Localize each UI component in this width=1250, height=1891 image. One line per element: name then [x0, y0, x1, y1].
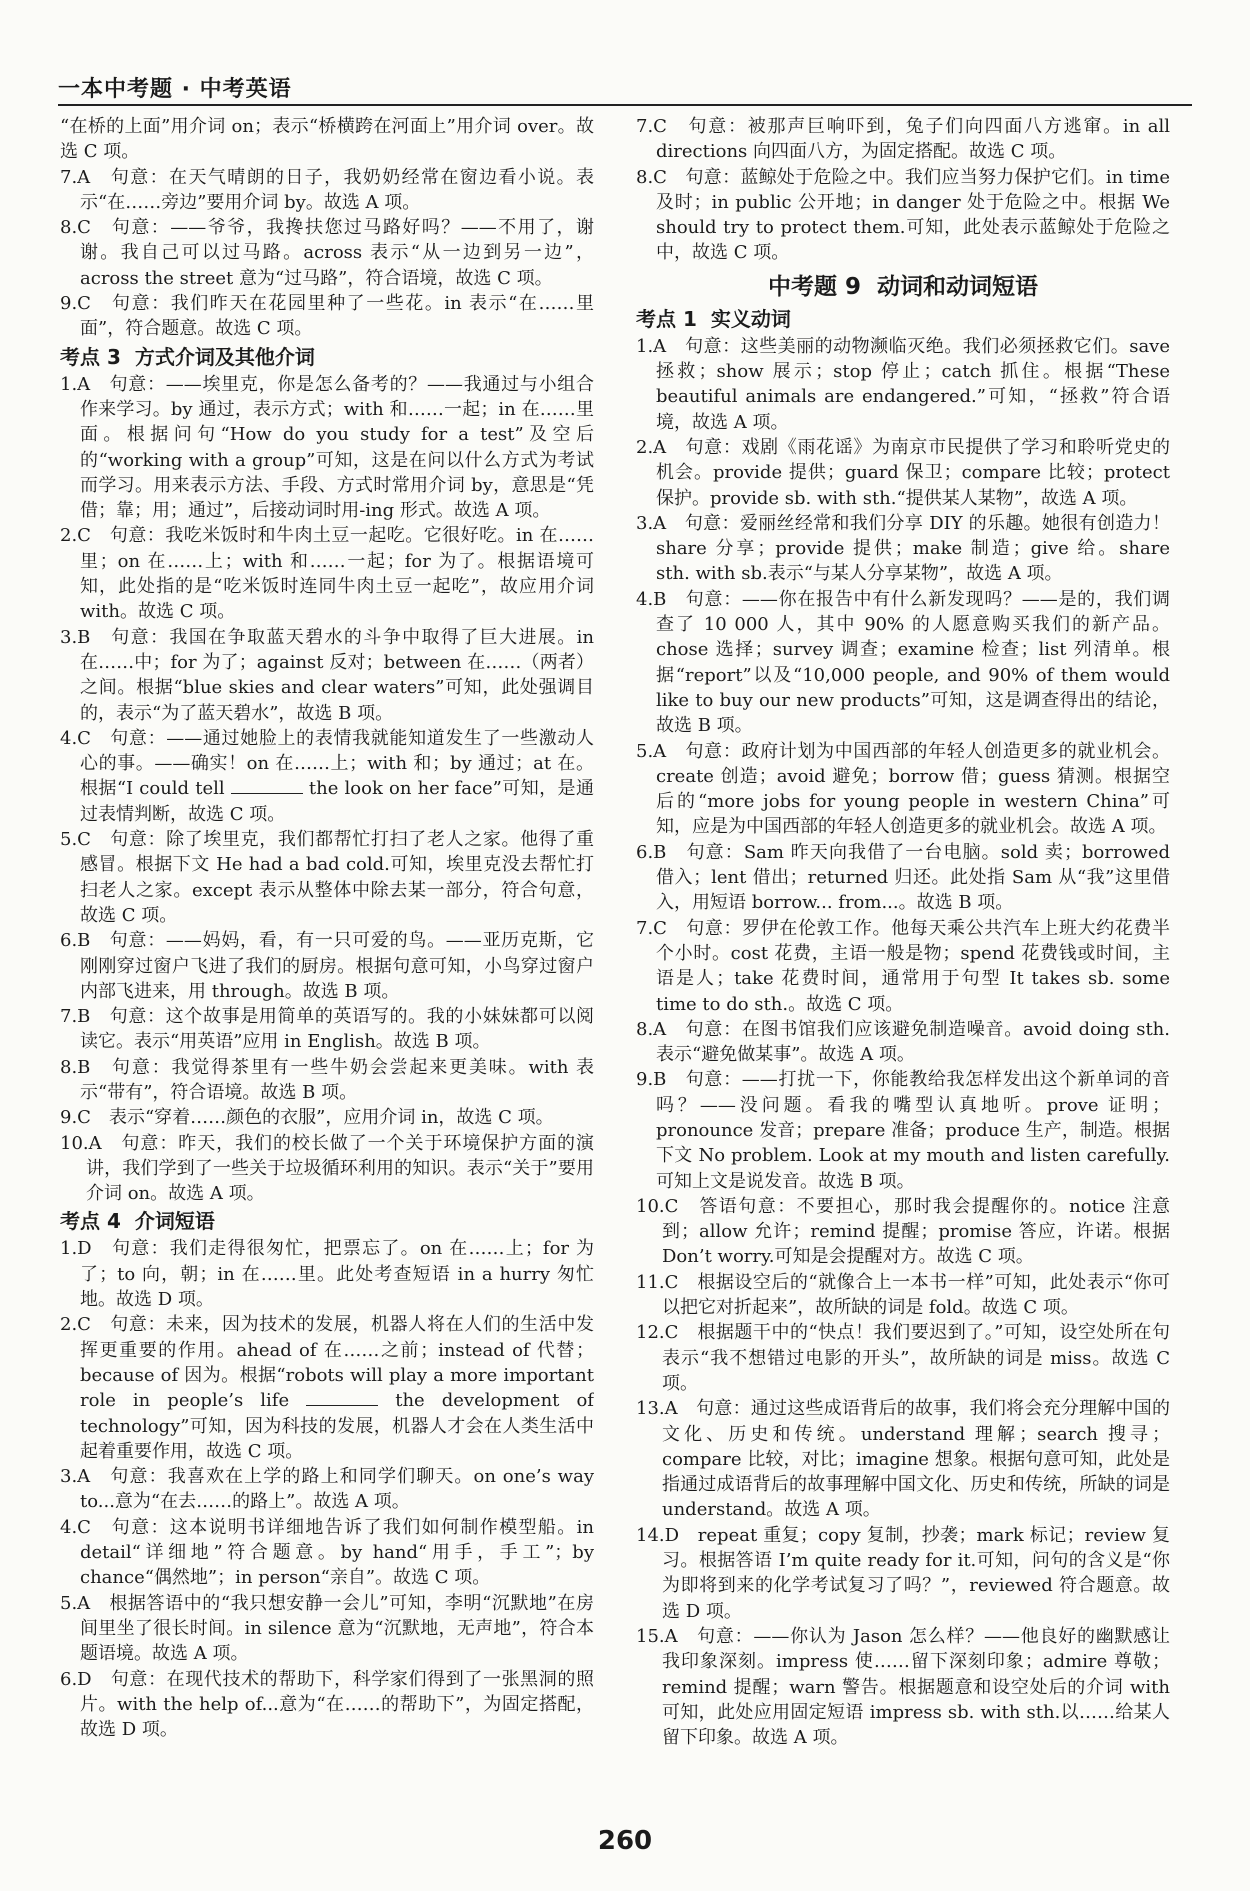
answer-item: 8.A 句意：在图书馆我们应该避免制造噪音。avoid doing sth.表示“避免做某事”。故选 A 项。 [636, 1018, 1170, 1066]
answer-text: 2.C 句意：未来，因为技术的发展，机器人将在人们的生活中发挥更重要的作用。ahead of 在……之前；instead of 代替；because of 因为。根据“robots will play a more important role in people’s life [60, 1314, 594, 1412]
fill-blank [306, 1391, 378, 1406]
answer-item: 3.B 句意：我国在争取蓝天碧水的斗争中取得了巨大进展。in 在……中；for 为了；against 反对；between 在……（两者）之间。根据“blue skies and clear waters”可知，此处强调目的，表示“为了蓝天碧水”，故选 B 项。 [60, 626, 594, 724]
answer-item [60, 1312, 594, 1464]
section-label: 考点 4 [60, 1209, 121, 1234]
answer-item: 5.C 句意：除了埃里克，我们都帮忙打扫了老人之家。他得了重感冒。根据下文 He had a bad cold.可知，埃里克没去帮忙打扫老人之家。except 表示从整体中除去某一部分，符合句意，故选 C 项。 [60, 829, 594, 926]
answer-item: 5.A 根据答语中的“我只想安静一会儿”可知，李明“沉默地”在房间里坐了很长时间。in silence 意为“沉默地，无声地”，符合本题语境。故选 A 项。 [60, 1592, 594, 1665]
answer-item: 9.C 句意：我们昨天在花园里种了一些花。in 表示“在……里面”，符合题意。故选 C 项。 [60, 293, 594, 340]
answer-item: 8.B 句意：我觉得茶里有一些牛奶会尝起来更美味。with 表示“带有”，符合语境。故选 B 项。 [60, 1056, 594, 1103]
answer-item: 8.C 句意：蓝鲸处于危险之中。我们应当努力保护它们。in time 及时；in public 公开地；in danger 处于危险之中。根据 We should try to protect them.可知，此处表示蓝鲸处于危险之中，故选 C 项。 [636, 166, 1170, 264]
answer-item: 9.B 句意：——打扰一下，你能教给我怎样发出这个新单词的音吗？——没问题。看我的嘴型认真地听。prove 证明；pronounce 发音；prepare 准备；produce 生产，制造。根据下文 No problem. Look at my mouth and listen carefully.可知上文是说发音。故选 B 项。 [636, 1069, 1170, 1192]
chapter-label: 中考题 9 [767, 273, 861, 300]
page-number: 260 [597, 1826, 653, 1856]
answer-item: 11.C 根据设空后的“就像合上一本书一样”可知，此处表示“你可以把它对折起来”，故所缺的词是 fold。故选 C 项。 [636, 1271, 1170, 1319]
answer-item: 12.C 根据题干中的“快点！我们要迟到了。”可知，设空处所在句表示“我不想错过电影的开头”，故所缺的词是 miss。故选 C 项。 [636, 1322, 1170, 1394]
answer-item: 2.C 句意：我吃米饭时和牛肉土豆一起吃。它很好吃。in 在……里；on 在……上；with 和……一起；for 为了。根据语境可知，此处指的是“吃米饭时连同牛肉土豆一起吃”，故应用介词 with。故选 C 项。 [60, 525, 594, 623]
fill-blank [231, 779, 303, 794]
answer-item: 6.B 句意：——妈妈，看，有一只可爱的鸟。——亚历克斯，它刚刚穿过窗户飞进了我们的厨房。根据句意可知，小鸟穿过窗户内部飞进来，用 through。故选 B 项。 [60, 930, 594, 1002]
running-header: 一本中考题 · 中考英语 [58, 77, 292, 102]
answer-item: 2.A 句意：戏剧《雨花谣》为南京市民提供了学习和聆听党史的机会。provide 提供；guard 保卫；compare 比较；protect 保护。provide sb. with sth.“提供某人某物”，故选 A 项。 [636, 436, 1170, 509]
section-title: 介词短语 [134, 1209, 215, 1234]
answer-item: 14.D repeat 重复；copy 复制，抄袭；mark 标记；review 复习。根据答语 I’m quite ready for it.可知，问句的含义是“你为即将到来的化学考试复习了吗？”，reviewed 符合题意。故选 D 项。 [636, 1524, 1170, 1622]
section-title: 实义动词 [710, 306, 791, 331]
answer-item: 15.A 句意：——你认为 Jason 怎么样？——他良好的幽默感让我印象深刻。impress 使……留下深刻印象；admire 尊敬；remind 提醒；warn 警告。根据题意和设空处后的介词 with 可知，此处应用固定短语 impress sb. with sth.以……给某人留下印象。故选 A 项。 [636, 1625, 1170, 1749]
answer-item: 10.C 答语句意：不要担心，那时我会提醒你的。notice 注意到；allow 允许；remind 提醒；promise 答应，许诺。根据 Don’t worry.可知是会提醒对方。故选 C 项。 [636, 1195, 1170, 1268]
section-heading [60, 344, 594, 371]
section-heading [636, 306, 1170, 333]
section-label: 考点 3 [60, 344, 121, 369]
answer-item: 3.A 句意：爱丽丝经常和我们分享 DIY 的乐趣。她很有创造力！share 分享；provide 提供；make 制造；give 给。share sth. with sb.表示“与某人分享某物”，故选 A 项。 [636, 512, 1170, 585]
answer-text: the look on her face”可知，是通过表情判断，故选 C 项。 [80, 778, 594, 825]
right-column [636, 114, 1170, 1804]
answer-item: 7.A 句意：在天气晴朗的日子，我奶奶经常在窗边看小说。表示“在……旁边”要用介词 by。故选 A 项。 [60, 166, 594, 213]
answer-item: 6.B 句意：Sam 昨天向我借了一台电脑。sold 卖；borrowed 借入；lent 借出；returned 归还。此处指 Sam 从“我”这里借入，用短语 borrow... from...。故选 B 项。 [636, 841, 1170, 914]
answer-item: 10.A 句意：昨天，我们的校长做了一个关于环境保护方面的演讲，我们学到了一些关于垃圾循环利用的知识。表示“关于”要用介词 on。故选 A 项。 [60, 1132, 594, 1205]
answer-item: 1.A 句意：这些美丽的动物濒临灭绝。我们必须拯救它们。save 拯救；show 展示；stop 停止；catch 抓住。根据“These beautiful animals are endangered.”可知，“拯救”符合语境，故选 A 项。 [636, 335, 1170, 433]
section-heading [60, 1208, 594, 1235]
answer-item: 7.B 句意：这个故事是用简单的英语写的。我的小妹妹都可以阅读它。表示“用英语”应用 in English。故选 B 项。 [60, 1006, 594, 1053]
answer-item: 1.D 句意：我们走得很匆忙，把票忘了。on 在……上；for 为了；to 向，朝；in 在……里。此处考查短语 in a hurry 匆忙地。故选 D 项。 [60, 1238, 594, 1311]
answer-item: 9.C 表示“穿着……颜色的衣服”，应用介词 in，故选 C 项。 [60, 1107, 554, 1129]
answer-item: 7.C 句意：罗伊在伦敦工作。他每天乘公共汽车上班大约花费半个小时。cost 花费，主语一般是物；spend 花费钱或时间，主语是人；take 花费时间，通常用于句型 It takes sb. some time to do sth.。故选 C 项。 [636, 917, 1170, 1015]
answer-text: 4.C 句意：——通过她脸上的表情我就能知道发生了一些激动人心的事。——确实！on 在……上；with 和；by 通过；at 在。根据“I could tell [60, 727, 594, 800]
answer-item: 6.D 句意：在现代技术的帮助下，科学家们得到了一张黑洞的照片。with the help of...意为“在……的帮助下”，为固定搭配，故选 D 项。 [60, 1668, 594, 1741]
left-column [60, 114, 594, 1804]
answer-item: 7.C 句意：被那声巨响吓到，兔子们向四面八方逃窜。in all directions 向四面八方，为固定搭配。故选 C 项。 [636, 116, 1170, 163]
answer-item [60, 726, 594, 827]
chapter-heading [636, 272, 1170, 302]
answer-item: “在桥的上面”用介词 on；表示“桥横跨在河面上”用介词 over。故选 C 项。 [60, 116, 594, 163]
answer-item: 13.A 句意：通过这些成语背后的故事，我们将会充分理解中国的文化、历史和传统。understand 理解；search 搜寻；compare 比较，对比；imagine 想象。根据句意可知，此处是指通过成语背后的故事理解中国文化、历史和传统，所缺的词是 understand。故选 A 项。 [636, 1398, 1170, 1521]
section-label: 考点 1 [636, 306, 697, 331]
answer-item: 3.A 句意：我喜欢在上学的路上和同学们聊天。on one’s way to...意为“在去……的路上”。故选 A 项。 [60, 1466, 594, 1513]
answer-item: 8.C 句意：——爷爷，我搀扶您过马路好吗？——不用了，谢谢。我自己可以过马路。across 表示“从一边到另一边”，across the street 意为“过马路”，符合语境，故选 C 项。 [60, 217, 594, 289]
answer-text: the development of technology”可知，因为科技的发展，机器人才会在人类生活中起着重要作用，故选 C 项。 [80, 1390, 594, 1462]
header-rule [58, 104, 1192, 106]
chapter-title: 动词和动词短语 [877, 273, 1038, 300]
section-title: 方式介词及其他介词 [134, 344, 315, 369]
answer-item: 4.B 句意：——你在报告中有什么新发现吗？——是的，我们调查了 10 000 人，其中 90% 的人愿意购买我们的新产品。chose 选择；survey 调查；examine 检查；list 列清单。根据“report”以及“10,000 people, and 90% of them would like to buy our new products”可知，这是调查得出的结论，故选 B 项。 [636, 588, 1170, 737]
answer-item: 4.C 句意：这本说明书详细地告诉了我们如何制作模型船。in detail“详细地”符合题意。by hand“用手，手工”；by chance“偶然地”；in person“亲自”。故选 C 项。 [60, 1516, 594, 1589]
answer-item: 1.A 句意：——埃里克，你是怎么备考的？——我通过与小组合作来学习。by 通过，表示方式；with 和……一起；in 在……里面。根据问句“How do you study for a test”及空后的“working with a group”可知，这是在问以什么方式为考试而学习。用来表示方法、手段、方式时常用介词 by，意思是“凭借；靠；用；通过”，后接动词时用-ing 形式。故选 A 项。 [60, 373, 594, 522]
answer-item: 5.A 句意：政府计划为中国西部的年轻人创造更多的就业机会。create 创造；avoid 避免；borrow 借；guess 猜测。根据空后的“more jobs for young people in western China”可知，应是为中国西部的年轻人创造更多的就业机会。故选 A 项。 [636, 740, 1170, 838]
